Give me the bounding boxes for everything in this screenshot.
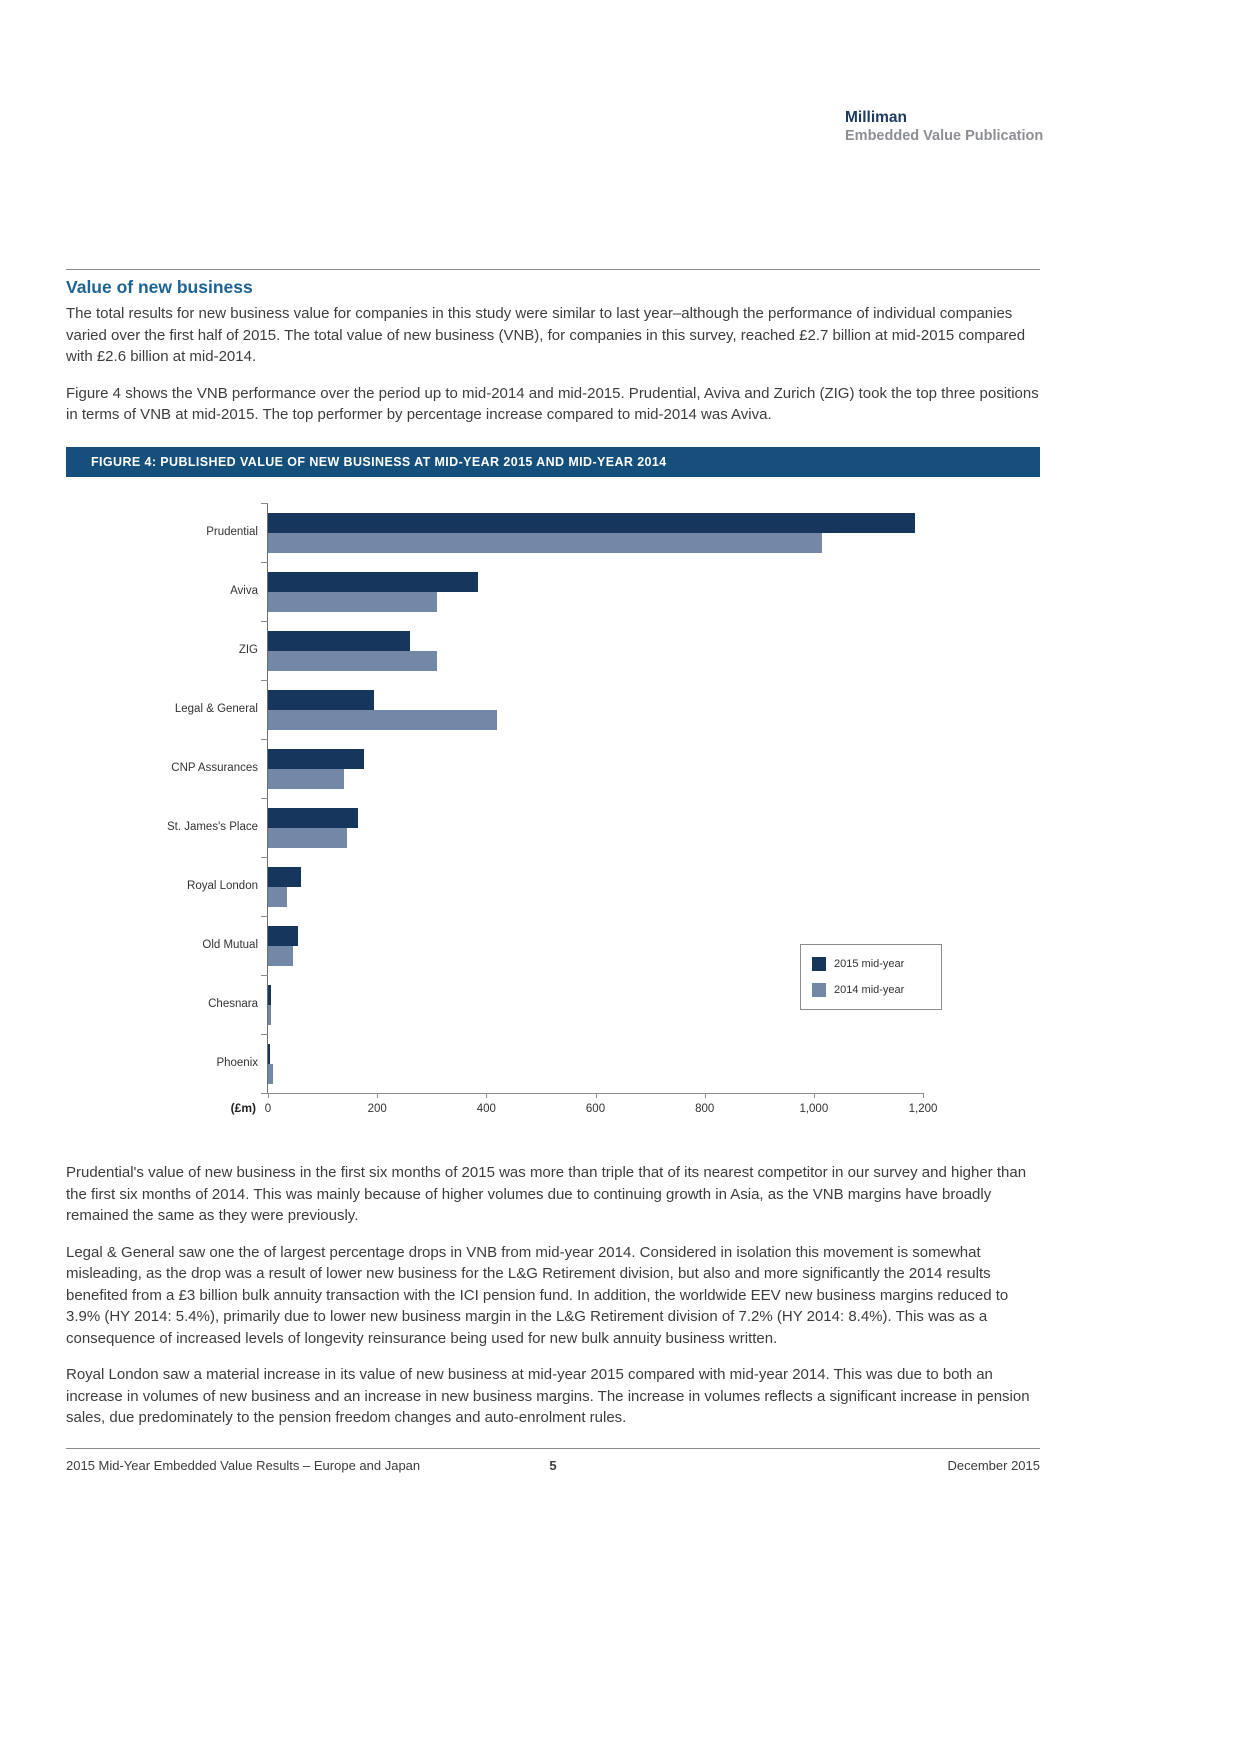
bar-2015-mid-year (268, 926, 298, 946)
top-divider (66, 269, 1040, 270)
x-axis-label: 800 (695, 1103, 715, 1115)
x-axis-tick (377, 1093, 378, 1098)
bar-2014-mid-year (268, 592, 437, 612)
bar-2014-mid-year (268, 710, 497, 730)
x-axis-label: 400 (476, 1103, 496, 1115)
category-label: ZIG (238, 644, 258, 656)
x-axis-tick (814, 1093, 815, 1098)
y-axis-tick (261, 739, 268, 740)
bar-2014-mid-year (268, 887, 287, 907)
paragraph-5: Royal London saw a material increase in its value of new business at mid-year 2015 compared with mid-year 2014. This was due to both an increase in volumes of new business and an increase in new business margins. The increase in volumes reflects a significant increase in pension sales, due predominately to the pension freedom changes and auto-enrolment rules. (66, 1366, 1030, 1426)
chart-category-labels (66, 503, 258, 1093)
category-label: CNP Assurances (171, 762, 258, 774)
x-axis-label: 600 (585, 1103, 606, 1115)
bar-2014-mid-year (268, 946, 293, 966)
x-axis-label: 0 (264, 1103, 272, 1115)
category-label: Chesnara (208, 998, 258, 1010)
document-header (845, 108, 1043, 146)
category-label: Aviva (230, 585, 258, 597)
category-label: Old Mutual (202, 939, 258, 951)
paragraph-2: Figure 4 shows the VNB performance over the period up to mid-2014 and mid-2015. Prudential, Aviva and Zurich (ZIG) took the top three positions in terms of VNB at mid-2015. The top performer by percentage increase compared to mid-2014 was Aviva. (66, 384, 1039, 423)
x-axis-label: 1,000 (799, 1103, 829, 1115)
chart-legend (800, 944, 942, 1010)
y-axis-tick (261, 857, 268, 858)
bar-2015-mid-year (268, 631, 410, 651)
y-axis-tick (261, 503, 268, 504)
legend-item (812, 957, 930, 971)
bar-2015-mid-year (268, 808, 358, 828)
x-axis-label: 1,200 (908, 1103, 938, 1115)
category-label: St. James's Place (166, 821, 258, 833)
category-label: Phoenix (216, 1057, 258, 1069)
paragraph-3: Prudential's value of new business in the first six months of 2015 was more than triple that of its nearest competitor in our survey and higher than the first six months of 2014. This was mainly because of higher volumes due to continuing growth in Asia, as the VNB margins have broadly remained the same as they were previously. (66, 1164, 1027, 1224)
footer-divider (66, 1448, 1040, 1449)
footer-document-title: 2015 Mid-Year Embedded Value Results – Europe and Japan (66, 1458, 421, 1473)
section-title: Value of new business (66, 277, 253, 297)
figure-title-bar (66, 447, 1040, 477)
x-axis-tick (705, 1093, 706, 1098)
paragraph-4: Legal & General saw one the of largest percentage drops in VNB from mid-year 2014. Considered in isolation this movement is somewhat misleading, as the drop was a result of lower new business for the L&G Retirement division, but also and more significantly the 2014 results benefited from a £3 billion bulk annuity transaction with the ICI pension fund. In addition, the worldwide EEV new business margins reduced to 3.9% (HY 2014: 5.4%), primarily due to lower new business margin in the L&G Retirement division of 7.2% (HY 2014: 8.4%). This was as a consequence of increased levels of longevity reinsurance being used for new bulk annuity business written. (66, 1243, 1009, 1347)
figure-title: FIGURE 4: PUBLISHED VALUE OF NEW BUSINESS AT MID-YEAR 2015 AND MID-YEAR 2014 (91, 455, 667, 469)
x-axis-tick (268, 1093, 269, 1098)
y-axis-tick (261, 975, 268, 976)
bar-2014-mid-year (268, 533, 822, 553)
bar-2015-mid-year (268, 749, 364, 769)
x-axis-tick (486, 1093, 487, 1098)
y-axis-tick (261, 916, 268, 917)
legend-label: 2014 mid-year (834, 984, 905, 996)
page-number: 5 (549, 1458, 557, 1473)
bar-2015-mid-year (268, 1044, 270, 1064)
body-text (66, 1162, 1040, 1444)
bar-2014-mid-year (268, 651, 437, 671)
paragraph-1: The total results for new business value for companies in this study were similar to last year–although the performance of individual companies varied over the first half of 2015. The total value of new business (VNB), for companies in this survey, reached £2.7 billion at mid-2015 compared with £2.6 billion at mid-2014. (66, 305, 1026, 365)
y-axis-tick (261, 621, 268, 622)
x-axis-label: 200 (367, 1103, 387, 1115)
category-label: Royal London (187, 880, 258, 892)
legend-swatch (812, 983, 826, 997)
bar-2015-mid-year (268, 867, 301, 887)
bar-2014-mid-year (268, 1005, 271, 1025)
publication-title: Embedded Value Publication (845, 128, 1044, 144)
legend-label: 2015 mid-year (834, 958, 905, 970)
bar-2015-mid-year (268, 985, 271, 1005)
bar-2014-mid-year (268, 828, 347, 848)
footer-date: December 2015 (947, 1458, 1040, 1473)
y-axis-tick (261, 798, 268, 799)
legend-item (812, 983, 930, 997)
figure4-chart (66, 492, 1040, 1137)
bar-2014-mid-year (268, 769, 344, 789)
bar-2015-mid-year (268, 513, 915, 533)
brand-logo: Milliman (845, 109, 908, 126)
axis-unit-label: (£m) (230, 1101, 256, 1115)
bar-2014-mid-year (268, 1064, 273, 1084)
y-axis-tick (261, 1093, 268, 1094)
legend-swatch (812, 957, 826, 971)
intro-text (66, 303, 1040, 441)
y-axis-tick (261, 1034, 268, 1035)
category-label: Prudential (206, 526, 258, 538)
category-label: Legal & General (174, 703, 258, 715)
bar-2015-mid-year (268, 572, 478, 592)
bar-2015-mid-year (268, 690, 374, 710)
y-axis-tick (261, 680, 268, 681)
y-axis-tick (261, 562, 268, 563)
x-axis-tick (923, 1093, 924, 1098)
x-axis-tick (596, 1093, 597, 1098)
